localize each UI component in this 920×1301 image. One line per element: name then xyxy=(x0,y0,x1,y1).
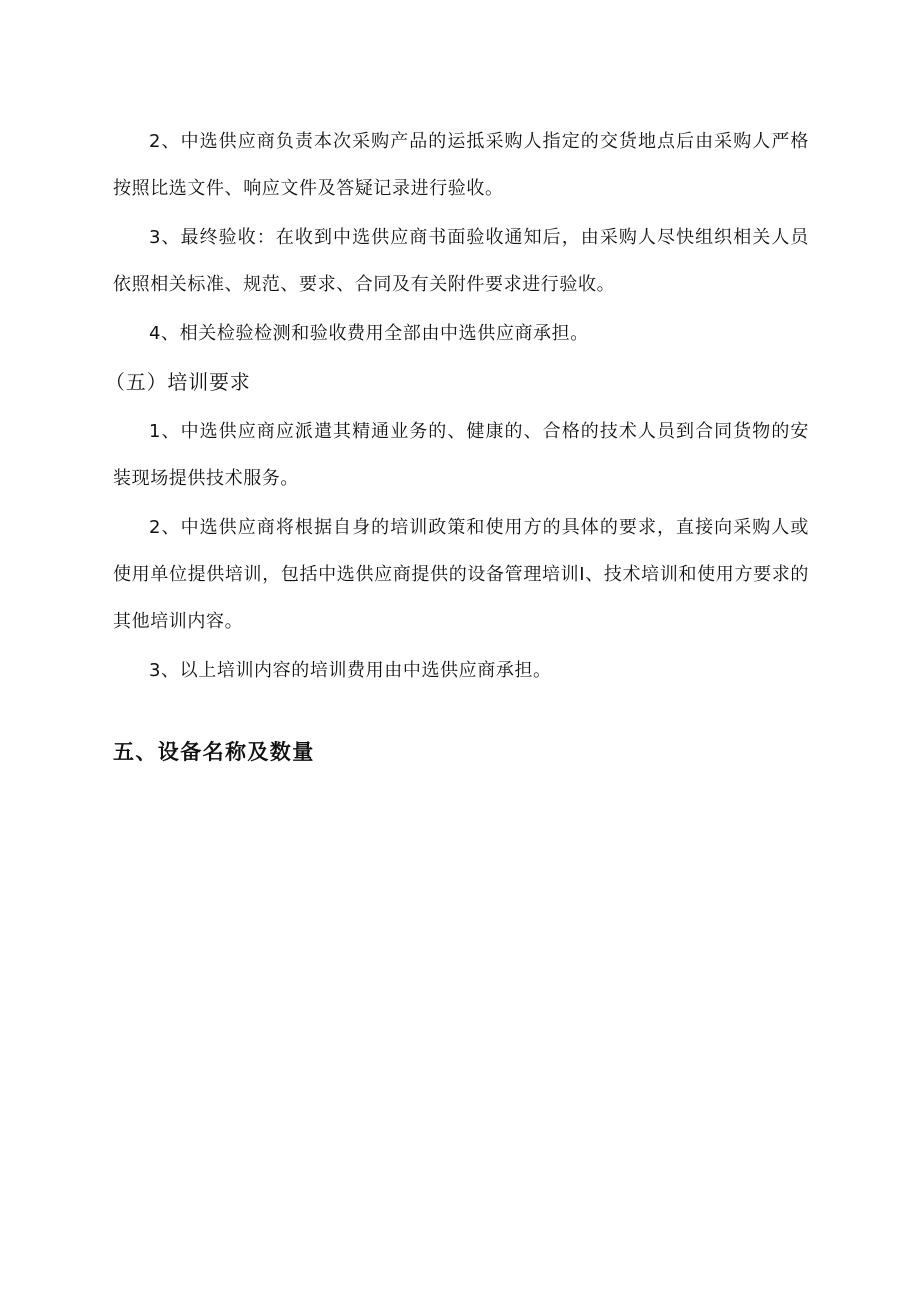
acceptance-paragraph-2: 2、中选供应商负责本次采购产品的运抵采购人指定的交货地点后由采购人严格按照比选文件、响应文件及答疑记录进行验收。 xyxy=(113,131,809,199)
training-paragraph-1: 1、中选供应商应派遣其精通业务的、健康的、合格的技术人员到合同货物的安装现场提供技术服务。 xyxy=(113,421,809,489)
training-requirements-heading: （五）培训要求 xyxy=(105,370,251,394)
training-paragraph-2: 2、中选供应商将根据自身的培训政策和使用方的具体的要求，直接向采购人或使用单位提供培训，包括中选供应商提供的设备管理培训I、技术培训和使用方要求的其他培训内容。 xyxy=(113,517,809,632)
acceptance-paragraph-4: 4、相关检验检测和验收费用全部由中选供应商承担。 xyxy=(149,323,589,344)
training-paragraph-3: 3、以上培训内容的培训费用由中选供应商承担。 xyxy=(149,660,552,681)
document-body xyxy=(105,118,809,776)
acceptance-paragraph-3: 3、最终验收：在收到中选供应商书面验收通知后，由采购人尽快组织相关人员依照相关标准、规范、要求、合同及有关附件要求进行验收。 xyxy=(113,227,809,295)
equipment-section-heading: 五、设备名称及数量 xyxy=(113,740,315,764)
